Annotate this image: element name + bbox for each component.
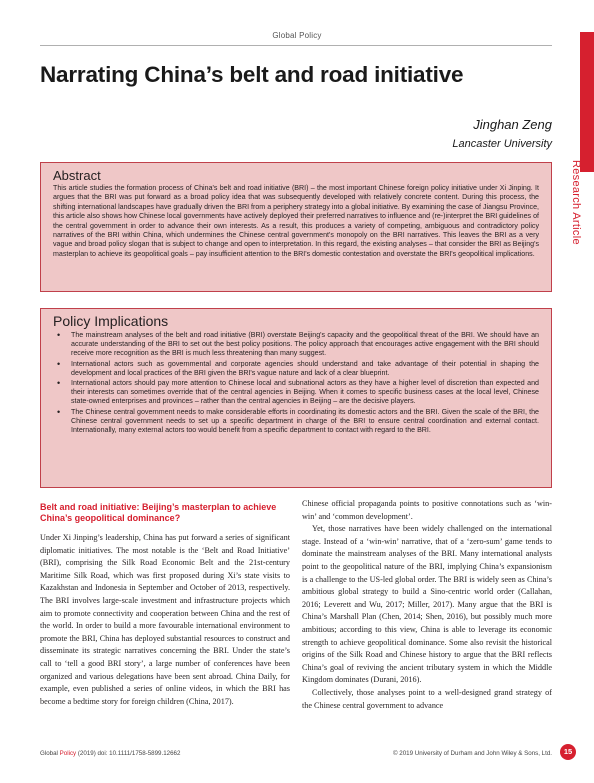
policy-list	[53, 331, 539, 435]
footer-citation	[40, 750, 180, 757]
body-paragraph: Chinese official propaganda points to positive connotations such as ‘win-win’ and ‘common development’.	[302, 499, 552, 521]
policy-item-text: International actors should pay more attention to Chinese local and subnational actors as they have a higher level of discretion than expected and their interests can sometimes override that of the central agencies in Beijing. When it comes to specific business cases at the local level, Chinese state-owned enterprises and provinces – rather than the central agencies in Beijing – are the decisive players.	[71, 379, 539, 406]
article-type-text: Research Article	[570, 160, 582, 245]
author-name: Jinghan Zeng	[473, 117, 552, 132]
section-heading: Belt and road initiative: Beijing’s masterplan to achieve China’s geopolitical dominance?	[40, 502, 277, 523]
abstract-text: This article studies the formation process of China's belt and road initiative (BRI) – the most important Chinese foreign policy initiative under Xi Jinping. It argues that the BRI was put forward as a broad policy idea that was subsequently developed with relatively concrete content. During this process, the shifting international landscapes have gradually driven the BRI from a periphery strategy into a global initiative. By examining the case of Jiangsu Province, this article also shows how Chinese local governments have actively deployed their preferred narratives to influence and (re-)interpret the BRI guidelines of the central government in order to advance their own interests. As a result, this produces a variety of competing, ambiguous and contradictory policy narratives of the BRI within China, which undermines the Chinese central government's monopoly on the BRI narratives. This leaves the BRI as a very vague and broad policy slogan that is subject to change and open to interpretation. In this regard, the existing analyses – that consider the BRI as Beijing's masterplan to achieve its geopolitical goals – pay insufficient attention to the BRI's domestic contestation and overstate the BRI's geopolitical implications.	[53, 184, 539, 258]
body-paragraph: Yet, those narratives have been widely challenged on the international stage. Instead of a ‘win-win’ narrative, that of a ‘zero-sum’ game tends to dominate the mainstream analyses of the BRI. Many international analysts point to the geopolitical nature of the BRI, implying China’s expansionism is a challenge to the US-led global order. The BRI is widely seen as China’s ambitious global strategy to build a Sino-centric world order (Callahan, 2016; Leverett and Wu, 2017; Miller, 2017). Many argue that the BRI is China’s Marshall Plan (Chen, 2014; Shen, 2016), but possibly much more ambitious; according to this view, China is able to leverage its economic strength to achieve geopolitical dominance. Some also revisit the historical origins of the Silk Road and Chinese history to argue that the BRI reflects China’s goal of reviving the ancient tributary system in which the Middle Kingdom dominates (Durani, 2016).	[302, 524, 552, 685]
bullet-icon: •	[57, 330, 61, 340]
body-paragraph: Under Xi Jinping’s leadership, China has put forward a series of significant diplomatic initiatives. The most notable is the ‘Belt and Road Initiative’ (BRI), comprising the Silk Road Economic Belt and the 21st-century Maritime Silk Road, which was first proposed during Xi’s state visits to Kazakhstan and Indonesia in September and October of 2013, respectively. The BRI involves large-scale investment and infrastructure projects which aim to promote connectivity and cooperation between China and the rest of the world. In order to build a more favourable international environment to promote the BRI, China has deployed substantial resources to construct and disseminate its strategic narratives concerning the BRI. Under the state’s call to ‘tell a good BRI story’, a large number of conferences have been organized and various delegations have been sent abroad. China Daily, for example, even published a series of online videos, in which the BRI has become a bedtime story for foreign children (China, 2017).	[40, 533, 290, 706]
policy-item	[53, 379, 539, 407]
body-column-right	[302, 498, 552, 712]
footer-journal: Global	[40, 750, 58, 757]
bullet-icon: •	[57, 378, 61, 389]
abstract-heading: Abstract	[53, 168, 101, 183]
side-color-tab	[580, 32, 594, 172]
author-affiliation: Lancaster University	[452, 138, 552, 150]
footer-doi: (2019) doi: 10.1111/1758-5899.12662	[77, 750, 181, 757]
policy-implications-box	[40, 308, 552, 488]
header-rule	[40, 45, 552, 46]
policy-heading: Policy Implications	[53, 313, 169, 329]
footer-copyright: © 2019 University of Durham and John Wiley & Sons, Ltd.	[393, 750, 552, 757]
running-header: Global Policy	[272, 31, 322, 40]
body-column-left	[40, 502, 290, 708]
bullet-icon: •	[57, 406, 61, 417]
abstract-box	[40, 162, 552, 292]
policy-item	[53, 331, 539, 359]
policy-item-text: The Chinese central government needs to make considerable efforts in coordinating its domestic actors and the BRI. Given the scale of the BRI, the Chinese central government needs to set up a specific department in charge of the BRI to ensure central coordination and external contact. Internationally, many external actors too would benefit from a specific department to contact with regard to the BRI.	[71, 407, 539, 435]
footer-journal-accent: Policy	[59, 750, 77, 757]
policy-item	[53, 408, 539, 436]
policy-item-text: The mainstream analyses of the belt and road initiative (BRI) overstate Beijing's capacity and the geopolitical threat of the BRI. We should have an accurate understanding of the BRI to set out the best policy positions. The policy approach that encourages active engagement with the BRI should receive more recognition as the BRI is much less threatening than many suggest.	[71, 331, 539, 358]
policy-item-text: International actors such as governmental and corporate agencies should understand and take advantage of their potential in shaping the development and local practices of the BRI given the BRI's vague nature and lack of a clear blueprint.	[71, 359, 539, 377]
bullet-icon: •	[57, 358, 61, 369]
body-paragraph: Collectively, those analyses point to a well-designed grand strategy of the Chinese central government to advance	[302, 687, 552, 710]
article-type-label	[566, 160, 586, 260]
article-title: Narrating China’s belt and road initiative	[40, 62, 464, 87]
page-number: 15	[560, 744, 576, 760]
policy-item	[53, 360, 539, 378]
